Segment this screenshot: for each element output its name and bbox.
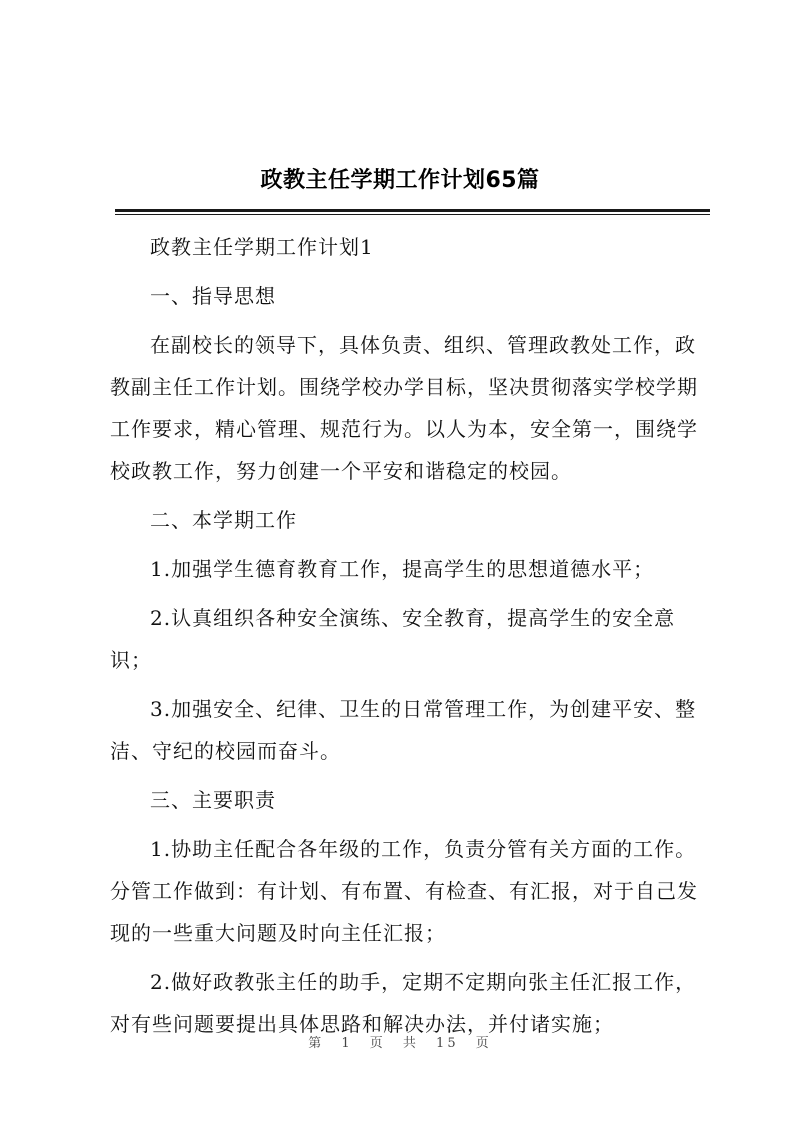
- list-item-safety-drills: 2.认真组织各种安全演练、安全教育，提高学生的安全意识；: [110, 606, 676, 672]
- list-item-moral-education: 1.加强学生德育教育工作，提高学生的思想道德水平；: [150, 557, 655, 581]
- paragraph-guiding-ideas: 在副校长的领导下，具体负责、组织、管理政教处工作，政教副主任工作计划。围绕学校办学目标，坚决贯彻落实学校学期工作要求，精心管理、规范行为。以人为本，安全第一，围绕学校政教工作，努力创建一个平安和谐稳定的校园。: [110, 333, 698, 483]
- list-item-daily-management: 3.加强安全、纪律、卫生的日常管理工作，为创建平安、整洁、守纪的校园而奋斗。: [110, 697, 697, 763]
- list-item-be-assistant: 2.做好政教张主任的助手，定期不定期向张主任汇报工作，对有些问题要提出具体思路和解决办法，并付诸实施；: [110, 970, 697, 1036]
- document-title: 政教主任学期工作计划65篇: [260, 168, 540, 193]
- section-heading-guiding-ideas: 一、指导思想: [150, 284, 276, 308]
- page-number-footer: 第 1 页 共 15 页: [308, 1036, 492, 1051]
- section-heading-main-duties: 三、主要职责: [150, 788, 276, 812]
- document-body: [110, 226, 710, 1052]
- section-heading-semester-work: 二、本学期工作: [150, 508, 297, 532]
- plan-subtitle: 政教主任学期工作计划1: [150, 235, 374, 259]
- title-divider-thin: [115, 214, 710, 215]
- list-item-assist-director: 1.协助主任配合各年级的工作，负责分管有关方面的工作。分管工作做到：有计划、有布置、有检查、有汇报，对于自己发现的一些重大问题及时向主任汇报；: [110, 837, 698, 945]
- title-divider-thick: [115, 209, 710, 212]
